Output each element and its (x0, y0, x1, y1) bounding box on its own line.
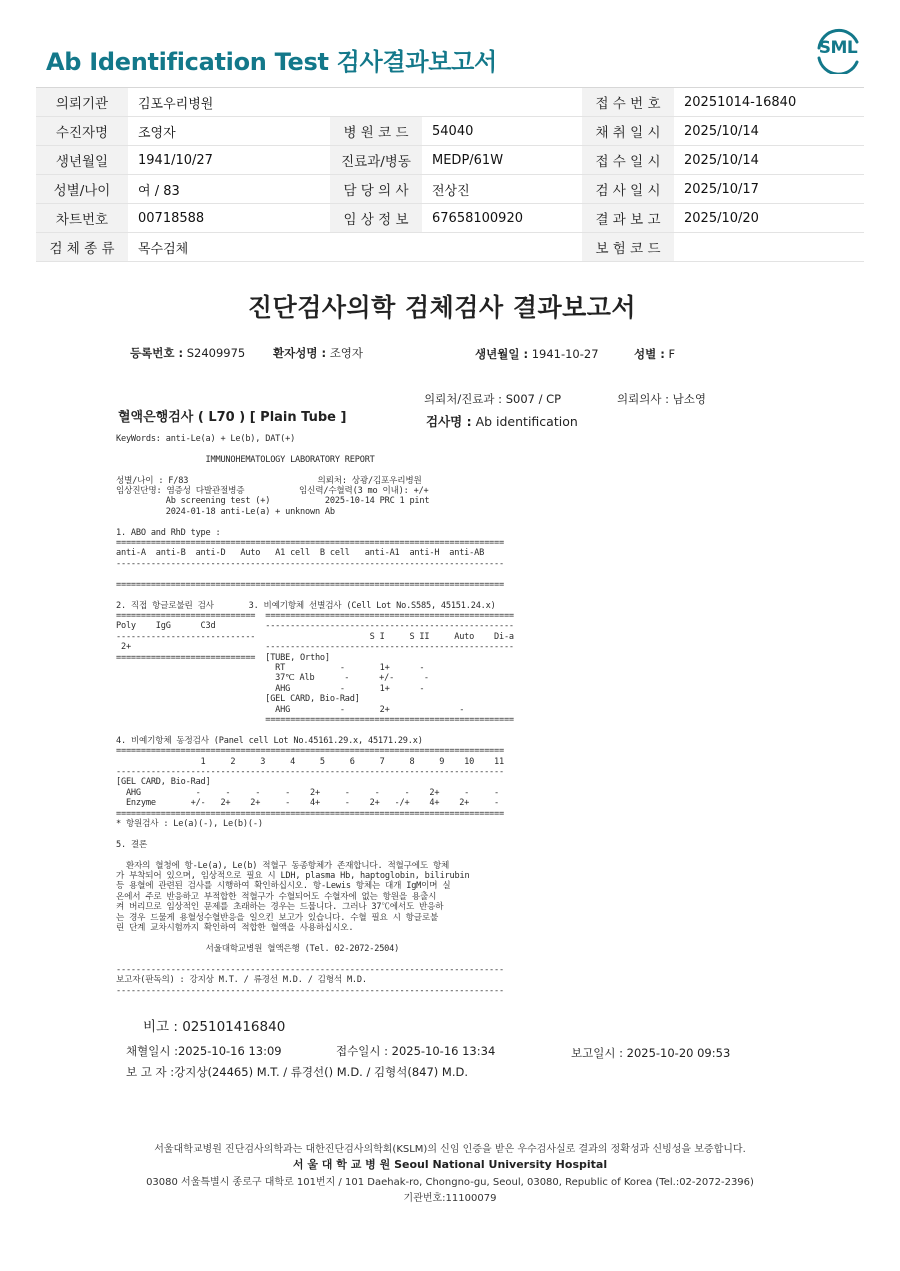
info-label: 결 과 보 고 (582, 204, 674, 233)
dept-value: S007 / CP (505, 392, 562, 406)
dob-value: 1941-10-27 (531, 347, 599, 361)
doctor-value: 남소영 (672, 392, 706, 406)
info-row (36, 146, 864, 175)
info-value: 00718588 (128, 204, 330, 233)
info-label: 검 체 종 류 (36, 233, 128, 262)
collect-time-field (126, 1043, 282, 1059)
info-value: 전상진 (422, 175, 582, 204)
info-value: 1941/10/27 (128, 146, 330, 175)
info-label: 성별/나이 (36, 175, 128, 204)
info-row (36, 233, 864, 262)
info-value: 67658100920 (422, 204, 582, 233)
sml-logo (813, 28, 863, 74)
info-label: 접 수 번 호 (582, 88, 674, 117)
info-value: MEDP/61W (422, 146, 582, 175)
reporter-field (126, 1064, 468, 1080)
page-title: Ab Identification Test 검사결과보고서 (46, 48, 497, 76)
reporter-label: 보 고 자 : (126, 1065, 175, 1079)
info-label: 접 수 일 시 (582, 146, 674, 175)
info-label: 담 당 의 사 (330, 175, 422, 204)
info-label (330, 233, 422, 262)
reporter-value: 강지상(24465) M.T. / 류경선() M.D. / 김형석(847) M.D. (174, 1065, 469, 1079)
info-label: 차트번호 (36, 204, 128, 233)
sex-field (634, 346, 675, 362)
info-value: 2025/10/17 (674, 175, 864, 204)
info-label: 임 상 정 보 (330, 204, 422, 233)
info-row (36, 175, 864, 204)
lab-report-body: KeyWords: anti-Le(a) + Le(b), DAT(+) IMMUNOHEMATOLOGY LABORATORY REPORT 성별/나이 : F/83 의뢰처: 상광/김포우리병원 임상진단명: 염증성 다발관절병증 임신력/수혈력(3 mo 이내): +/+ Ab screening test (+) 2025-10-14 PRC 1 pint 2024-01-18 anti-Le(a) + unknown Ab 1. ABO and RhD type : ============================================================================== anti-A anti-B anti-D Auto A1 cell B cell anti-A1 anti-H anti-AB ------------------------------------------------------------------------------ ============================================================================== 2. 직접 항글로불린 검사 3. 비예기항체 선별검사 (Cell Lot No.S585, 45151.24.x) ============================ ================================================== Poly IgG C3d -------------------------------------------------- ---------------------------- S I S II Auto Di-a 2+ -------------------------------------------------- ============================ [TUBE, Ortho] RT - 1+ - 37℃ Alb - +/- - AHG - 1+ - [GEL CARD, Bio-Rad] AHG - 2+ - ================================================== 4. 비예기항체 동정검사 (Panel cell Lot No.45161.29.x, 45171.29.x) ============================================================================== 1 2 3 4 5 6 7 8 9 10 11 ------------------------------------------------------------------------------ [GEL CARD, Bio-Rad] AHG - - - - 2+ - - - 2+ - - Enzyme +/- 2+ 2+ - 4+ - 2+ -/+ 4+ 2+ - ============================================================================== * 항원검사 : Le(a)(-), Le(b)(-) 5. 결론 환자의 혈청에 항-Le(a), Le(b) 적혈구 동종항체가 존재합니다. 적혈구에도 항체 가 부착되어 있으며, 임상적으로 필요 시 LDH, plasma Hb, haptoglobin, bilirubin 등 용혈에 관련된 검사를 시행하여 확인하십시오. 항-Lewis 항체는 대개 IgM이며 실 온에서 주로 반응하고 부적합한 적혈구가 수혈되어도 수혈자에 없는 항원을 용출시 켜 버리므로 임상적인 문제를 초래하는 경우는 드뭅니다. 그러나 37℃에서도 반응하 는 경우 드물게 용혈성수혈반응을 일으킨 보고가 있습니다. 수혈 필요 시 항글로불 린 단계 교차시험까지 확인하여 적합한 혈액을 사용하십시오. 서울대학교병원 혈액은행 (Tel. 02-2072-2504) ------------------------------------------------------------------------------ 보고자(판독의) : 강지상 M.T. / 류경선 M.D. / 김형석 M.D. ------------------------------------------------------------------------------ (116, 434, 514, 996)
patient-name-field (273, 345, 363, 361)
collect-time-label: 채혈일시 : (126, 1044, 178, 1058)
dept-label: 의뢰처/진료과 : (424, 392, 503, 406)
test-name-label: 검사명 : (426, 414, 472, 429)
footer-certification: 서울대학교병원 진단검사의학과는 대한진단검사의학회(KSLM)의 신임 인증을 받은 우수검사실로 결과의 정확성과 신빙성을 보증합니다. (154, 1144, 746, 1155)
info-value: 2025/10/14 (674, 146, 864, 175)
info-label: 검 사 일 시 (582, 175, 674, 204)
info-row (36, 88, 864, 117)
reg-no-field (130, 345, 245, 361)
info-value (422, 233, 582, 262)
footer-institution-no: 기관번호:11100079 (403, 1193, 497, 1204)
info-value: 여 / 83 (128, 175, 330, 204)
footer-address: 03080 서울특별시 종로구 대학로 101번지 / 101 Daehak-ro, Chongno-gu, Seoul, 03080, Republic of Korea (Tel.:02-2072-2396) (146, 1177, 754, 1188)
info-value: 20251014-16840 (674, 88, 864, 117)
receive-time-label: 접수일시 : (336, 1044, 388, 1058)
sex-label: 성별 : (634, 347, 665, 361)
reg-no-label: 등록번호 : (130, 346, 184, 360)
dob-field (475, 346, 599, 362)
info-label: 생년월일 (36, 146, 128, 175)
info-value (422, 88, 582, 117)
info-value: 2025/10/14 (674, 117, 864, 146)
info-label: 병 원 코 드 (330, 117, 422, 146)
info-row (36, 117, 864, 146)
patient-name-label: 환자성명 : (273, 346, 327, 360)
logo-text: SML (818, 38, 858, 58)
patient-info-table (36, 88, 864, 262)
report-time-field (571, 1045, 730, 1061)
dob-label: 생년월일 : (475, 347, 529, 361)
info-label: 의뢰기관 (36, 88, 128, 117)
info-value (674, 233, 864, 262)
doctor-field (617, 391, 706, 407)
info-value: 54040 (422, 117, 582, 146)
info-value: 김포우리병원 (128, 88, 330, 117)
info-label: 보 험 코 드 (582, 233, 674, 262)
info-value: 목수검체 (128, 233, 330, 262)
doctor-label: 의뢰의사 : (617, 392, 669, 406)
remark-field (143, 1015, 285, 1035)
sex-value: F (668, 347, 676, 361)
info-label (330, 88, 422, 117)
collect-time-value: 2025-10-16 13:09 (177, 1044, 282, 1058)
remark-label: 비고 : (143, 1019, 178, 1035)
info-label: 수진자명 (36, 117, 128, 146)
info-value: 2025/10/20 (674, 204, 864, 233)
footer-hospital-name: 서 울 대 학 교 병 원 Seoul National University Hospital (292, 1158, 608, 1171)
report-time-value: 2025-10-20 09:53 (626, 1046, 731, 1060)
report-title: 진단검사의학 검체검사 결과보고서 (247, 293, 637, 322)
reg-no-value: S2409975 (186, 346, 246, 360)
test-name-field (426, 412, 578, 430)
info-label: 진료과/병동 (330, 146, 422, 175)
report-time-label: 보고일시 : (571, 1046, 623, 1060)
remark-value: 025101416840 (182, 1019, 286, 1035)
test-name-value: Ab identification (475, 414, 578, 429)
test-section-title: 혈액은행검사 ( L70 ) [ Plain Tube ] (118, 410, 347, 425)
info-row (36, 204, 864, 233)
patient-name-value: 조영자 (329, 346, 364, 360)
receive-time-field (336, 1043, 495, 1059)
info-value: 조영자 (128, 117, 330, 146)
receive-time-value: 2025-10-16 13:34 (391, 1044, 496, 1058)
info-label: 채 취 일 시 (582, 117, 674, 146)
dept-field (424, 391, 561, 407)
